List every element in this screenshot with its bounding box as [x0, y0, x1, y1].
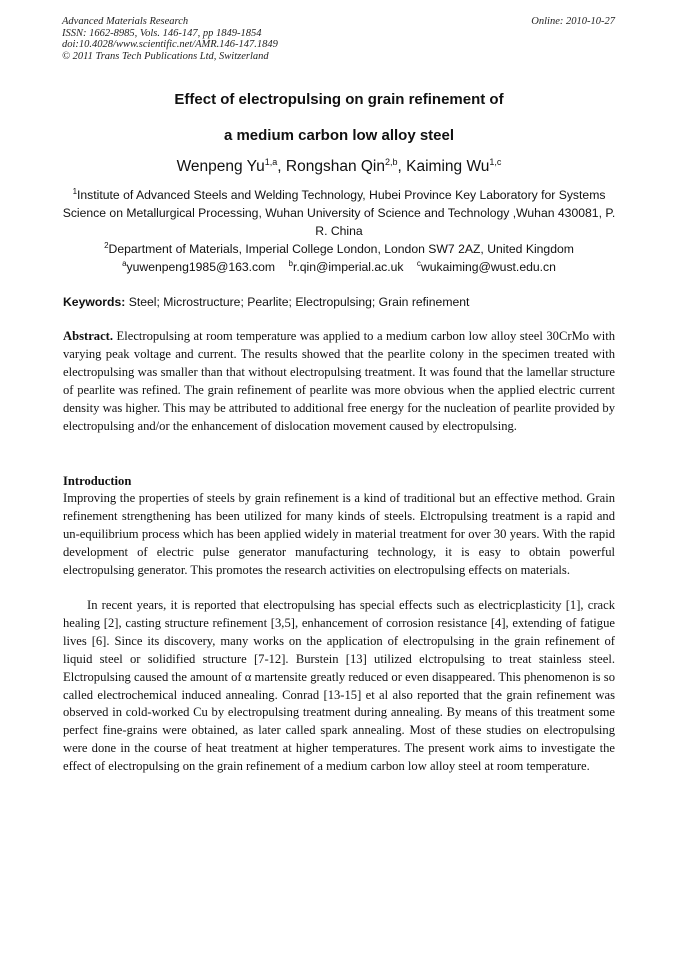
keywords-label: Keywords: [63, 295, 126, 309]
copyright-line: © 2011 Trans Tech Publications Ltd, Switzerland [62, 50, 269, 62]
author-name: Rongshan Qin [285, 158, 385, 175]
keywords-text: Steel; Microstructure; Pearlite; Electropulsing; Grain refinement [128, 295, 470, 309]
email-sup: c [416, 258, 421, 268]
issn-line: ISSN: 1662-8985, Vols. 146-147, pp 1849-1854 [62, 27, 262, 39]
email-link[interactable]: r.qin@imperial.ac.uk [292, 260, 404, 274]
affiliation-text: Institute of Advanced Steels and Welding Technology, Hubei Province Key Laboratory for Systems Science on Metallurgical Processing, Wuhan University of Science and Technology ,Wuhan 430081, P. R. China [62, 188, 616, 238]
affiliation-sup: 2 [104, 240, 109, 250]
affiliation-2 [62, 240, 616, 258]
author-name: Wenpeng Yu [176, 158, 265, 175]
email-link[interactable]: wukaiming@wust.edu.cn [420, 260, 556, 274]
author-sup: 1,a [264, 156, 278, 167]
keywords [63, 295, 615, 309]
affiliation-1 [62, 186, 616, 240]
email-link[interactable]: yuwenpeng1985@163.com [126, 260, 276, 274]
abstract-text: Electropulsing at room temperature was applied to a medium carbon low alloy steel 30CrMo with varying peak voltage and current. The results showed that the pearlite colony in the specimen treated with electropulsing was smaller than that without electropulsing treatment. It was found that the lamellar structure of pearlite was refined. The grain refinement of pearlite was more obvious when the applied electric current density was higher. This may be attributed to additional free energy for the nucleation of pearlite provided by electropulsing and/or the enhancement of dislocation movement caused by electropulsing. [63, 329, 615, 433]
online-date: Online: 2010-10-27 [531, 16, 615, 27]
doi-line: doi:10.4028/www.scientific.net/AMR.146-147.1849 [62, 39, 278, 50]
affiliation-text: Department of Materials, Imperial College London, London SW7 2AZ, United Kingdom [108, 242, 574, 256]
author-list: Wenpeng Yu$^{1,a}$, Rongshan Qin$^{2,b}$, Kaiming Wu$^{1,c}$ [176, 156, 502, 175]
abstract [63, 328, 615, 435]
paper-title-line-2: a medium carbon low alloy steel [223, 127, 455, 144]
intro-paragraph-2: In recent years, it is reported that electropulsing has special effects such as electricplasticity [1], crack healing [2], casting structure refinement [3,5], enhancement of corrosion resistance [4], extending of fatigue lives [6]. Since its discovery, many works on the application of electropulsing in the grain refinement of liquid steel or solidified structure [7-12]. Burstein [13] utilized elctropulsing to treat stainless steel. Elctropulsing caused the amount of α martensite greatly reduced or even disappeared. This phenomenon is so called electrochemical induced annealing. Conrad [13-15] et al also reported that the grain refinement was observed in cold-worked Cu by electropulsing treatment during annealing. By means of this treatment some perfect fine-grains were obtained, as later called spark annealing. Most of these studies on electropulsing were done in the course of heat treatment at higher temperatures. The present work aims to investigate the effect of electropulsing on the grain refinement of a medium carbon low alloy steel at room temperature. [63, 598, 615, 774]
journal-header [62, 16, 278, 62]
abstract-label: Abstract. [63, 329, 114, 343]
affiliation-sup: 1 [72, 186, 78, 196]
email-sup: a [122, 258, 127, 268]
introduction-heading: Introduction [63, 474, 132, 488]
email-sup: b [288, 258, 293, 268]
intro-paragraph-1: Improving the properties of steels by grain refinement is a kind of traditional but an effective method. Grain refinement strengthening has been utilized for many kinds of steels. Elctropulsing treatment is a rapid and un-equilibrium process which has been applied widely in material treatment for over 30 years. With the rapid development of electric pulse generator manufacturing technology, it is easy to obtain powerful electropulsing generator. This promotes the research activities on electropulsing effects on materials. [63, 491, 615, 577]
email-list [62, 258, 616, 276]
author-sup: 1,c [489, 156, 502, 167]
journal-name: Advanced Materials Research [62, 16, 189, 27]
author-name: Kaiming Wu [406, 158, 490, 175]
paper-title-line-1: Effect of electropulsing on grain refinement of [174, 91, 504, 108]
author-sup: 2,b [385, 156, 398, 167]
